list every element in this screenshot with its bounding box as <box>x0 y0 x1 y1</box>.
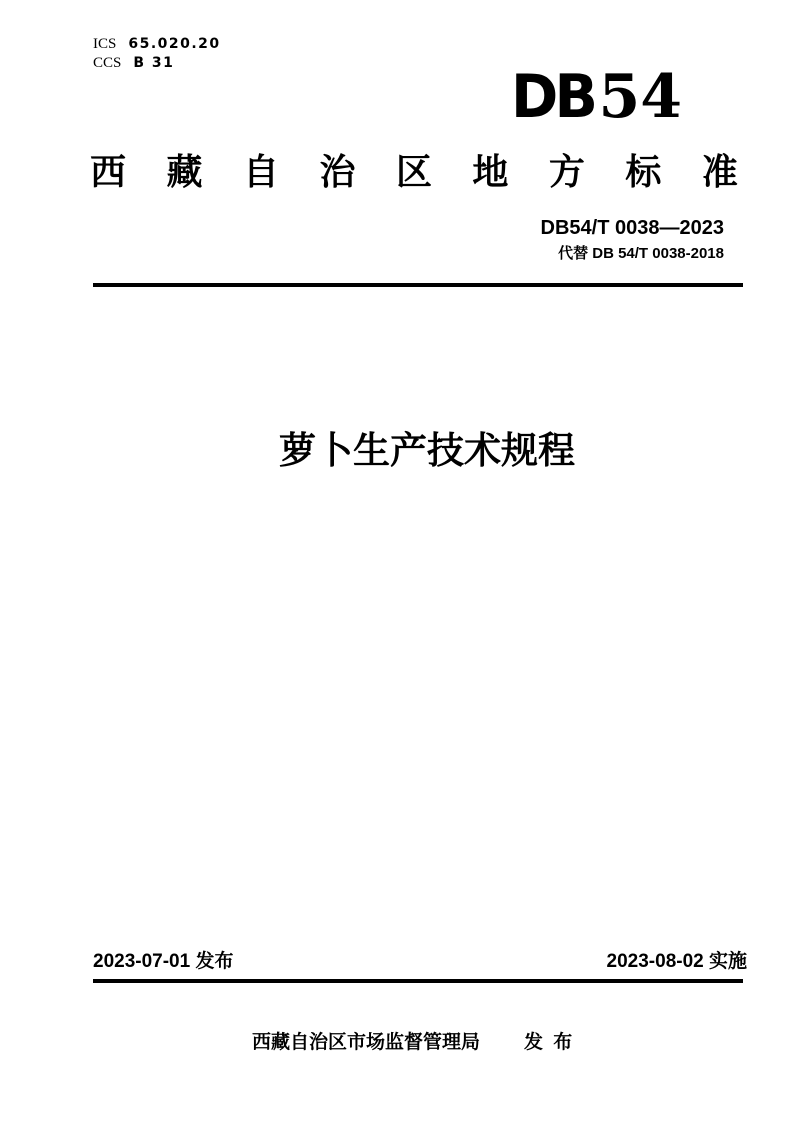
db54-logo-db: DB <box>511 62 595 132</box>
heading-char: 准 <box>701 151 738 192</box>
heading-char: 地 <box>472 151 509 192</box>
ics-label: ICS <box>93 36 117 52</box>
ccs-label: CCS <box>93 55 122 71</box>
issue-date: 2023-07-01 发布 <box>93 951 234 972</box>
standard-number: DB54/T 0038—2023 <box>540 217 724 239</box>
db54-logo <box>511 62 683 132</box>
footer-divider-rule <box>93 979 743 983</box>
standard-number-block <box>541 218 724 261</box>
header-divider-rule <box>93 283 743 287</box>
publish-label: 发 布 <box>524 1032 573 1053</box>
document-title: 萝卜生产技术规程 <box>279 430 575 471</box>
heading-char: 西 <box>90 151 127 192</box>
heading-char: 藏 <box>166 151 203 192</box>
ics-code-line <box>93 37 221 52</box>
date-row <box>93 951 747 974</box>
implement-date: 2023-08-02 实施 <box>606 951 747 972</box>
ics-value: 65.020.20 <box>128 36 221 52</box>
db54-logo-54: 54 <box>598 62 683 132</box>
heading-char: 治 <box>319 151 356 192</box>
ccs-value: B 31 <box>133 55 175 71</box>
ccs-code-line <box>93 56 174 71</box>
region-standard-heading <box>90 151 738 192</box>
heading-char: 标 <box>625 151 662 192</box>
heading-char: 区 <box>395 151 432 192</box>
replaces-note: 代替 DB 54/T 0038-2018 <box>558 245 724 262</box>
publisher-row <box>252 1031 572 1056</box>
heading-char: 方 <box>548 151 585 192</box>
publisher-name: 西藏自治区市场监督管理局 <box>252 1032 481 1053</box>
heading-char: 自 <box>242 151 279 192</box>
